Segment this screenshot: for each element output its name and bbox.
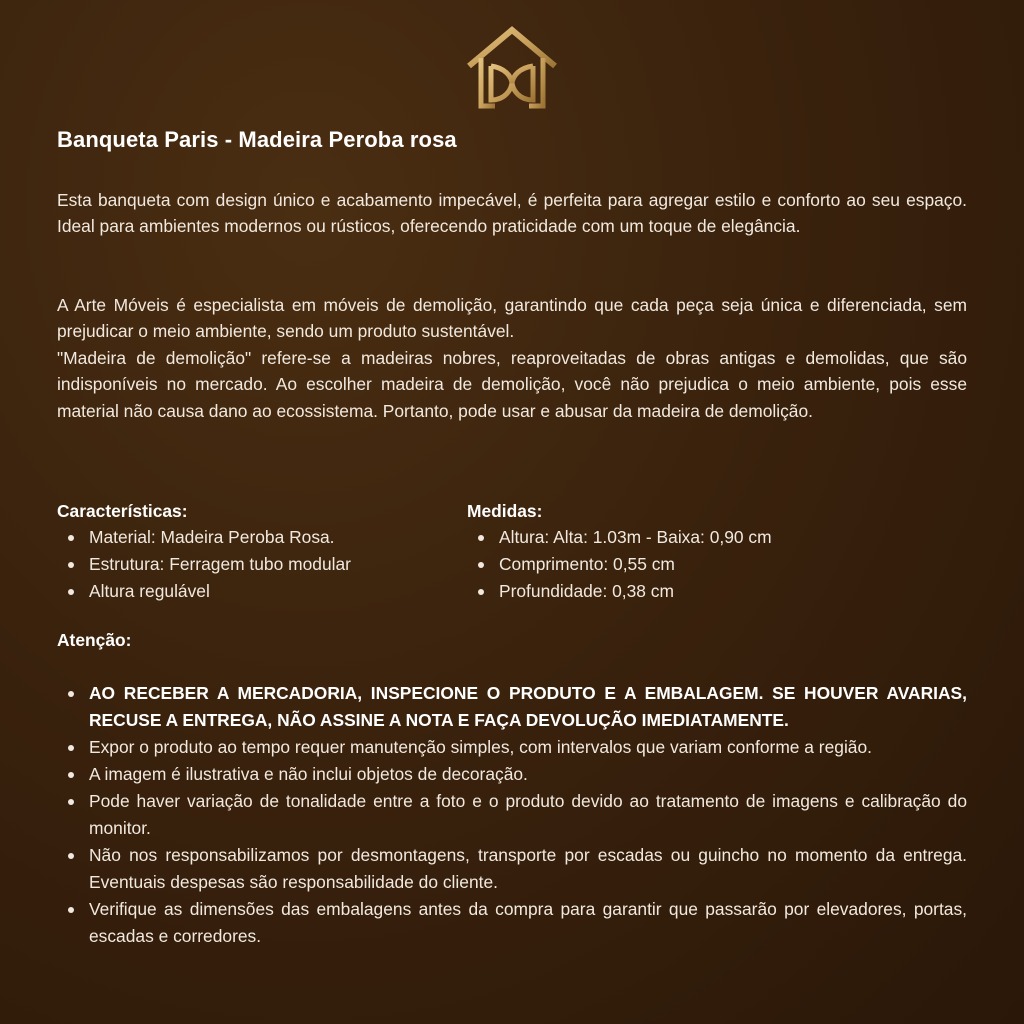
bullet-icon [478, 562, 484, 568]
list-item: Altura regulável [57, 578, 457, 605]
page-title: Banqueta Paris - Madeira Peroba rosa [57, 127, 457, 152]
attention-heading: Atenção: [57, 630, 132, 650]
list-item: Estrutura: Ferragem tubo modular [57, 551, 457, 578]
measures-heading: Medidas: [467, 501, 543, 521]
company-paragraph: A Arte Móveis é especialista em móveis de demolição, garantindo que cada peça seja única e diferenciada, sem prejudicar o meio ambiente, sendo um produto sustentável. [57, 295, 967, 342]
bullet-icon [68, 853, 74, 859]
bullet-icon [68, 691, 74, 697]
list-item: Pode haver variação de tonalidade entre a foto e o produto devido ao tratamento de imagens e calibração do monitor. [57, 788, 967, 842]
bullet-icon [68, 535, 74, 541]
features-heading: Características: [57, 501, 188, 521]
bullet-icon [68, 799, 74, 805]
attention-list [57, 680, 967, 950]
features-section [57, 498, 457, 605]
measures-list [467, 524, 967, 605]
bullet-icon [68, 772, 74, 778]
list-item: Profundidade: 0,38 cm [467, 578, 967, 605]
product-description-page [57, 0, 967, 1024]
house-dm-monogram-icon [465, 26, 559, 110]
list-item: Não nos responsabilizamos por desmontagens, transporte por escadas ou guincho no momento da entrega. Eventuais despesas são responsabilidade do cliente. [57, 842, 967, 896]
list-item: Altura: Alta: 1.03m - Baixa: 0,90 cm [467, 524, 967, 551]
list-item: Expor o produto ao tempo requer manutenção simples, com intervalos que variam conforme a região. [57, 734, 967, 761]
bullet-icon [68, 589, 74, 595]
list-item: Material: Madeira Peroba Rosa. [57, 524, 457, 551]
bullet-icon [68, 562, 74, 568]
measures-section [467, 498, 967, 605]
features-list [57, 524, 457, 605]
list-item: AO RECEBER A MERCADORIA, INSPECIONE O PRODUTO E A EMBALAGEM. SE HOUVER AVARIAS, RECUSE A ENTREGA, NÃO ASSINE A NOTA E FAÇA DEVOLUÇÃO IMEDIATAMENTE. [57, 680, 967, 734]
intro-paragraph: Esta banqueta com design único e acabamento impecável, é perfeita para agregar estilo e conforto ao seu espaço. Ideal para ambientes modernos ou rústicos, oferecendo praticidade com um toque de elegância. [57, 190, 967, 237]
list-item: Verifique as dimensões das embalagens antes da compra para garantir que passarão por elevadores, portas, escadas e corredores. [57, 896, 967, 950]
bullet-icon [478, 535, 484, 541]
bullet-icon [68, 745, 74, 751]
bullet-icon [478, 589, 484, 595]
demolition-wood-paragraph: "Madeira de demolição" refere-se a madeiras nobres, reaproveitadas de obras antigas e demolidas, que são indisponíveis no mercado. Ao escolher madeira de demolição, você não prejudica o meio ambiente, pois esse material não causa dano ao ecossistema. Portanto, pode usar e abusar da madeira de demolição. [57, 348, 967, 421]
bullet-icon [68, 907, 74, 913]
list-item: Comprimento: 0,55 cm [467, 551, 967, 578]
list-item: A imagem é ilustrativa e não inclui objetos de decoração. [57, 761, 967, 788]
